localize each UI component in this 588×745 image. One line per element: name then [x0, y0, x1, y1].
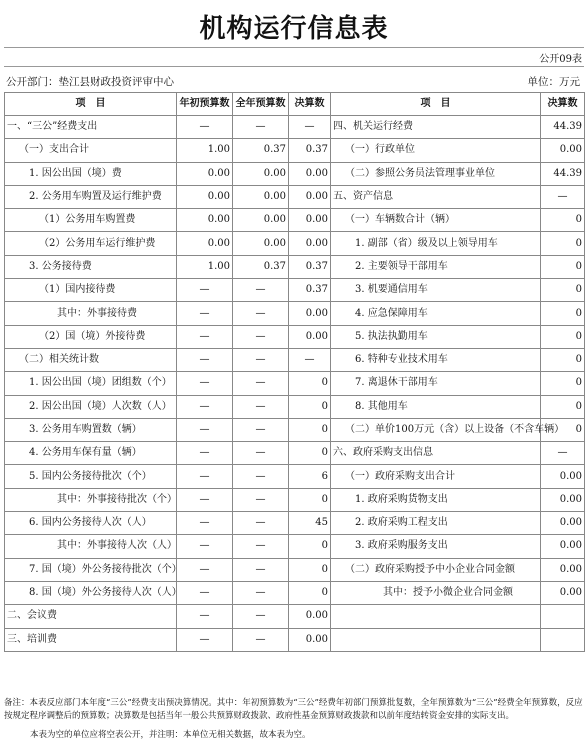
final-account: 0.37: [289, 255, 331, 278]
table-row: [5, 325, 585, 348]
initial-budget: —: [177, 302, 233, 325]
right-final-account: 0: [541, 209, 585, 232]
left-item: 6. 国内公务接待人次（人）: [5, 512, 177, 535]
right-final-account: 0: [541, 418, 585, 441]
left-item: 2. 公务用车购置及运行维护费: [5, 185, 177, 208]
header-col3: 决算数: [289, 93, 331, 116]
initial-budget: —: [177, 465, 233, 488]
left-item: （1）公务用车购置费: [5, 209, 177, 232]
left-item: （1）国内接待费: [5, 279, 177, 302]
final-account: 0.00: [289, 232, 331, 255]
annual-budget: —: [233, 488, 289, 511]
right-final-account: 0.00: [541, 488, 585, 511]
right-final-account: 0: [541, 279, 585, 302]
right-final-account: 0.00: [541, 558, 585, 581]
initial-budget: —: [177, 372, 233, 395]
table-row: [5, 605, 585, 628]
annual-budget: —: [233, 465, 289, 488]
left-item: 二、会议费: [5, 605, 177, 628]
initial-budget: 0.00: [177, 232, 233, 255]
right-final-account: 0.00: [541, 465, 585, 488]
right-item: 8. 其他用车: [331, 395, 541, 418]
final-account: —: [289, 116, 331, 139]
initial-budget: —: [177, 325, 233, 348]
right-item: 7. 离退休干部用车: [331, 372, 541, 395]
final-account: 0.00: [289, 162, 331, 185]
right-final-account: —: [541, 442, 585, 465]
right-item: [331, 628, 541, 651]
right-item: （二）政府采购授予中小企业合同金额: [331, 558, 541, 581]
right-final-account: —: [541, 185, 585, 208]
initial-budget: —: [177, 279, 233, 302]
final-account: 0.00: [289, 185, 331, 208]
final-account: 0: [289, 581, 331, 604]
right-item: （一）车辆数合计（辆）: [331, 209, 541, 232]
table-row: [5, 442, 585, 465]
right-final-account: 44.39: [541, 162, 585, 185]
final-account: 0: [289, 442, 331, 465]
table-row: [5, 279, 585, 302]
initial-budget: 0.00: [177, 185, 233, 208]
table-row: [5, 185, 585, 208]
page-title: 机构运行信息表: [199, 14, 389, 44]
initial-budget: —: [177, 348, 233, 371]
right-final-account: 0: [541, 255, 585, 278]
annual-budget: 0.00: [233, 162, 289, 185]
final-account: 0.37: [289, 279, 331, 302]
table-row: [5, 139, 585, 162]
final-account: 0.37: [289, 139, 331, 162]
header-right-item: 项 目: [331, 93, 541, 116]
table-row: [5, 395, 585, 418]
initial-budget: —: [177, 628, 233, 651]
table-row: [5, 628, 585, 651]
left-item: （2）公务用车运行维护费: [5, 232, 177, 255]
right-item: 2. 政府采购工程支出: [331, 512, 541, 535]
right-item: （二）单价100万元（含）以上设备（不含车辆）: [331, 418, 541, 441]
annual-budget: —: [233, 372, 289, 395]
initial-budget: 1.00: [177, 139, 233, 162]
annual-budget: —: [233, 302, 289, 325]
table-row: [5, 348, 585, 371]
header-col1: 年初预算数: [177, 93, 233, 116]
left-item: （一）支出合计: [5, 139, 177, 162]
unit-row: [4, 72, 584, 88]
right-item: 五、资产信息: [331, 185, 541, 208]
annual-budget: —: [233, 279, 289, 302]
right-item: 4. 应急保障用车: [331, 302, 541, 325]
table-row: [5, 255, 585, 278]
right-final-account: 0: [541, 348, 585, 371]
left-item: 1. 因公出国（境）团组数（个）: [5, 372, 177, 395]
left-item: 4. 公务用车保有量（辆）: [5, 442, 177, 465]
initial-budget: —: [177, 116, 233, 139]
annual-budget: —: [233, 535, 289, 558]
info-table: [4, 92, 585, 652]
annual-budget: —: [233, 442, 289, 465]
right-final-account: 0: [541, 395, 585, 418]
left-item: （二）相关统计数: [5, 348, 177, 371]
right-item: 其中：授予小微企业合同金额: [331, 581, 541, 604]
right-item: 5. 执法执勤用车: [331, 325, 541, 348]
initial-budget: —: [177, 418, 233, 441]
table-row: [5, 512, 585, 535]
initial-budget: —: [177, 512, 233, 535]
final-account: 0: [289, 372, 331, 395]
right-final-account: [541, 605, 585, 628]
annual-budget: —: [233, 116, 289, 139]
annual-budget: —: [233, 395, 289, 418]
initial-budget: —: [177, 395, 233, 418]
annual-budget: 0.00: [233, 185, 289, 208]
final-account: 0: [289, 558, 331, 581]
final-account: 0.00: [289, 605, 331, 628]
right-final-account: 44.39: [541, 116, 585, 139]
table-row: [5, 418, 585, 441]
annual-budget: —: [233, 558, 289, 581]
department-label: 公开部门：垫江县财政投资评审中心: [6, 76, 174, 88]
left-item: 7. 国（境）外公务接待批次（个）: [5, 558, 177, 581]
right-item: 6. 特种专业技术用车: [331, 348, 541, 371]
right-item: 3. 机要通信用车: [331, 279, 541, 302]
right-final-account: 0: [541, 325, 585, 348]
annual-budget: 0.37: [233, 255, 289, 278]
right-final-account: 0.00: [541, 581, 585, 604]
footnote-empty: 本表为空的单位应将空表公开，并注明：本单位无相关数据，故本表为空。: [30, 730, 311, 740]
final-account: 0.00: [289, 209, 331, 232]
final-account: 0.00: [289, 302, 331, 325]
left-item: 8. 国（境）外公务接待人次（人）: [5, 581, 177, 604]
final-account: 0.00: [289, 325, 331, 348]
right-item: [331, 605, 541, 628]
right-item: 六、政府采购支出信息: [331, 442, 541, 465]
right-final-account: 0: [541, 232, 585, 255]
table-row: [5, 581, 585, 604]
annual-budget: 0.00: [233, 209, 289, 232]
table-row: [5, 372, 585, 395]
left-item: 三、培训费: [5, 628, 177, 651]
left-item: 一、“三公”经费支出: [5, 116, 177, 139]
table-row: [5, 232, 585, 255]
form-code: 公开09表: [539, 54, 582, 65]
header-col4: 决算数: [541, 93, 585, 116]
annual-budget: —: [233, 581, 289, 604]
right-final-account: 0.00: [541, 512, 585, 535]
initial-budget: —: [177, 488, 233, 511]
right-final-account: [541, 628, 585, 651]
table-header-row: [5, 93, 585, 116]
final-account: 0: [289, 395, 331, 418]
table-row: [5, 209, 585, 232]
initial-budget: —: [177, 581, 233, 604]
table-row: [5, 162, 585, 185]
right-final-account: 0: [541, 302, 585, 325]
initial-budget: 1.00: [177, 255, 233, 278]
initial-budget: —: [177, 442, 233, 465]
right-final-account: 0: [541, 372, 585, 395]
final-account: 0.00: [289, 628, 331, 651]
table-row: [5, 535, 585, 558]
right-item: 3. 政府采购服务支出: [331, 535, 541, 558]
right-final-account: 0.00: [541, 535, 585, 558]
right-item: （二）参照公务员法管理事业单位: [331, 162, 541, 185]
left-item: 5. 国内公务接待批次（个）: [5, 465, 177, 488]
right-item: （一）行政单位: [331, 139, 541, 162]
final-account: —: [289, 348, 331, 371]
left-item: 2. 因公出国（境）人次数（人）: [5, 395, 177, 418]
divider: [4, 66, 584, 67]
left-item: 其中：外事接待人次（人）: [5, 535, 177, 558]
annual-budget: —: [233, 348, 289, 371]
unit-label: 单位：万元: [527, 76, 580, 88]
annual-budget: —: [233, 628, 289, 651]
table-row: [5, 302, 585, 325]
right-item: 四、机关运行经费: [331, 116, 541, 139]
right-item: 1. 政府采购货物支出: [331, 488, 541, 511]
left-item: （2）国（境）外接待费: [5, 325, 177, 348]
left-item: 3. 公务用车购置数（辆）: [5, 418, 177, 441]
annual-budget: —: [233, 605, 289, 628]
left-item: 其中：外事接待费: [5, 302, 177, 325]
table-row: [5, 116, 585, 139]
right-item: 1. 副部（省）级及以上领导用车: [331, 232, 541, 255]
right-item: （一）政府采购支出合计: [331, 465, 541, 488]
annual-budget: 0.37: [233, 139, 289, 162]
final-account: 6: [289, 465, 331, 488]
initial-budget: —: [177, 535, 233, 558]
table-row: [5, 558, 585, 581]
header-col2: 全年预算数: [233, 93, 289, 116]
initial-budget: 0.00: [177, 162, 233, 185]
left-item: 3. 公务接待费: [5, 255, 177, 278]
header-left-item: 项 目: [5, 93, 177, 116]
final-account: 0: [289, 418, 331, 441]
right-final-account: 0.00: [541, 139, 585, 162]
annual-budget: —: [233, 512, 289, 535]
left-item: 1. 因公出国（境）费: [5, 162, 177, 185]
right-item: 2. 主要领导干部用车: [331, 255, 541, 278]
divider: [4, 47, 584, 48]
final-account: 0: [289, 535, 331, 558]
annual-budget: 0.00: [233, 232, 289, 255]
left-item: 其中：外事接待批次（个）: [5, 488, 177, 511]
initial-budget: 0.00: [177, 209, 233, 232]
initial-budget: —: [177, 558, 233, 581]
table-row: [5, 488, 585, 511]
annual-budget: —: [233, 325, 289, 348]
initial-budget: —: [177, 605, 233, 628]
final-account: 0: [289, 488, 331, 511]
table-row: [5, 465, 585, 488]
annual-budget: —: [233, 418, 289, 441]
final-account: 45: [289, 512, 331, 535]
footnote: 备注：本表反应部门本年度“三公”经费支出预决算情况。其中：年初预算数为“三公”经费年初部门预算批复数，全年预算数为“三公”经费全年预算数，反应按规定程序调整后的预算数；决算数是包括当年一般公共预算财政拨款、政府性基金预算财政拨款和以前年度结转资金安排的实际支出。: [4, 698, 583, 721]
